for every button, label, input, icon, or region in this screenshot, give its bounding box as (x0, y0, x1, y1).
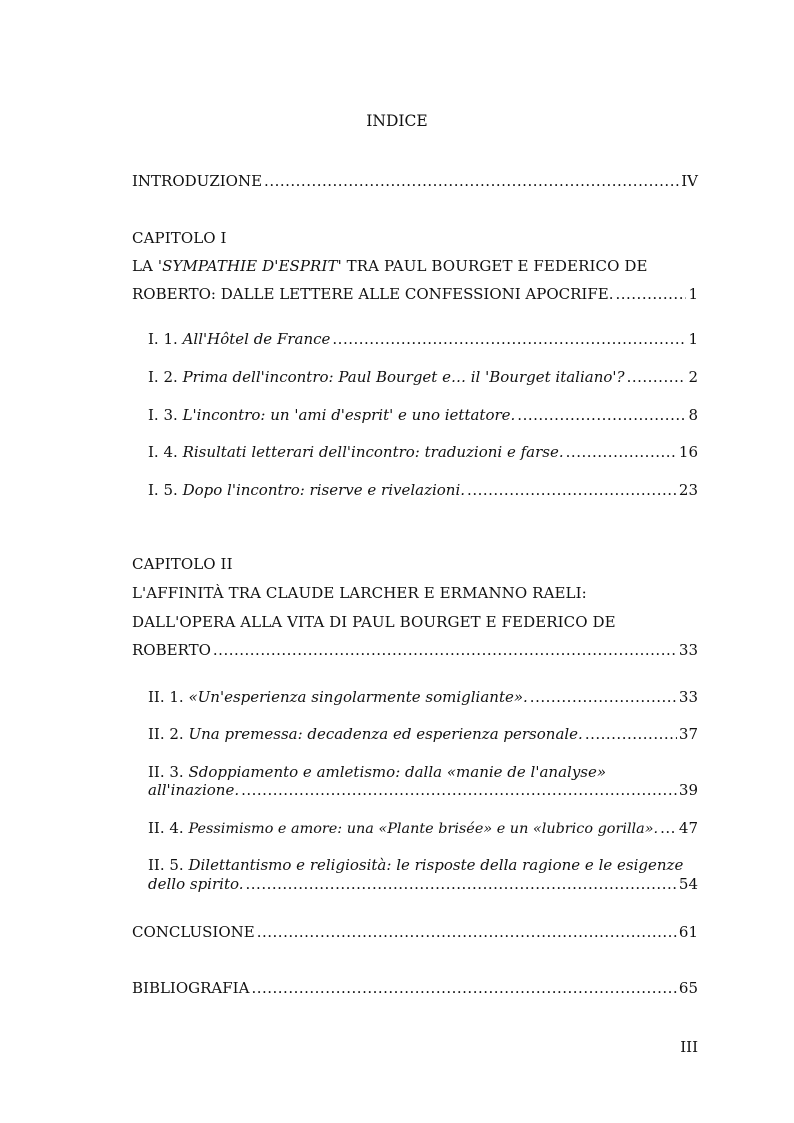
chapter-2-title-line2: DALL'OPERA ALLA VITA DI PAUL BOURGET E FEDERICO DE (132, 613, 616, 631)
dot-leader (264, 172, 679, 190)
toc-entry-section[interactable] (148, 688, 698, 706)
entry-label: INTRODUZIONE (132, 172, 263, 190)
toc-entry-section[interactable] (148, 819, 698, 837)
section-title: All'Hôtel de France (182, 330, 331, 348)
entry-page: 61 (678, 923, 698, 941)
dot-leader (615, 285, 686, 303)
section-title-continued: all'inazione. (148, 781, 240, 799)
section-number: I. 4. (148, 443, 178, 461)
entry-page: 33 (678, 641, 698, 659)
section-number: II. 4. (148, 819, 184, 837)
section-number: I. 2. (148, 368, 178, 386)
entry-page: IV (681, 172, 698, 190)
entry-page: 39 (678, 781, 698, 799)
title-pre: LA ' (132, 257, 163, 275)
section-number: II. 1. (148, 688, 184, 706)
section-title: Prima dell'incontro: Paul Bourget e… il 'Bourget italiano'? (182, 368, 625, 386)
entry-label: ROBERTO: DALLE LETTERE ALLE CONFESSIONI APOCRIFE. (132, 285, 614, 303)
entry-label: BIBLIOGRAFIA (132, 979, 250, 997)
chapter-2-title-line1: L'AFFINITÀ TRA CLAUDE LARCHER E ERMANNO RAELI: (132, 584, 587, 602)
page-title: INDICE (366, 112, 428, 130)
chapter-2-heading: CAPITOLO II (132, 555, 233, 573)
section-number: I. 5. (148, 481, 178, 499)
section-title: L'incontro: un 'ami d'esprit' e uno iettatore. (182, 406, 516, 424)
section-title: «Un'esperienza singolarmente somigliante». (188, 688, 528, 706)
entry-page: 1 (688, 330, 698, 348)
dot-leader (530, 688, 677, 706)
section-title: Dopo l'incontro: riserve e rivelazioni. (182, 481, 466, 499)
chapter-1-title-line2[interactable] (132, 285, 698, 303)
toc-entry-section[interactable] (148, 368, 698, 386)
toc-entry-section[interactable] (148, 330, 698, 348)
section-number: II. 5. (148, 856, 184, 874)
toc-entry-section[interactable] (148, 443, 698, 461)
section-number: II. 2. (148, 725, 184, 743)
chapter-2-title-line3[interactable] (132, 641, 698, 659)
toc-entry-section-first-line[interactable] (148, 856, 683, 874)
chapter-1-heading: CAPITOLO I (132, 229, 227, 247)
toc-entry-section[interactable] (148, 725, 698, 743)
entry-page: 37 (678, 725, 698, 743)
section-number: II. 3. (148, 763, 184, 781)
section-title: Una premessa: decadenza ed esperienza personale. (188, 725, 583, 743)
dot-leader (467, 481, 677, 499)
entry-page: 65 (678, 979, 698, 997)
dot-leader (585, 725, 677, 743)
entry-page: 23 (678, 481, 698, 499)
title-post: ' TRA PAUL BOURGET E FEDERICO DE (337, 257, 648, 275)
dot-leader (566, 443, 677, 461)
dot-leader (241, 781, 677, 799)
section-title: Risultati letterari dell'incontro: traduzioni e farse. (182, 443, 564, 461)
section-number: I. 3. (148, 406, 178, 424)
dot-leader (517, 406, 686, 424)
entry-page: 16 (678, 443, 698, 461)
dot-leader (251, 979, 676, 997)
entry-page: 1 (688, 285, 698, 303)
toc-entry-section[interactable] (148, 481, 698, 499)
entry-page: 8 (688, 406, 698, 424)
entry-page: 54 (678, 875, 698, 893)
page-number: III (680, 1038, 698, 1056)
dot-leader (332, 330, 686, 348)
entry-page: 47 (678, 819, 698, 837)
toc-entry-section-continued[interactable] (148, 781, 698, 799)
toc-entry-introduzione[interactable] (132, 172, 698, 190)
section-number: I. 1. (148, 330, 178, 348)
section-title: Pessimismo e amore: una «Plante brisée» e un «lubrico gorilla». (188, 821, 659, 837)
toc-entry-bibliografia[interactable] (132, 979, 698, 997)
dot-leader (213, 641, 677, 659)
toc-entry-section-first-line[interactable] (148, 763, 606, 781)
toc-entry-conclusione[interactable] (132, 923, 698, 941)
section-title: Dilettantismo e religiosità: le risposte della ragione e le esigenze (188, 856, 684, 874)
entry-page: 33 (678, 688, 698, 706)
toc-entry-section[interactable] (148, 406, 698, 424)
title-italic: SYMPATHIE D'ESPRIT (162, 257, 338, 275)
toc-entry-section-continued[interactable] (148, 875, 698, 893)
dot-leader (660, 819, 677, 837)
entry-label: ROBERTO (132, 641, 211, 659)
dot-leader (627, 368, 687, 386)
section-title: Sdoppiamento e amletismo: dalla «manie de l'analyse» (188, 763, 607, 781)
entry-label: CONCLUSIONE (132, 923, 255, 941)
dot-leader (257, 923, 677, 941)
section-title-continued: dello spirito. (148, 875, 244, 893)
dot-leader (246, 875, 677, 893)
entry-page: 2 (688, 368, 698, 386)
chapter-1-title-line1 (132, 257, 648, 275)
